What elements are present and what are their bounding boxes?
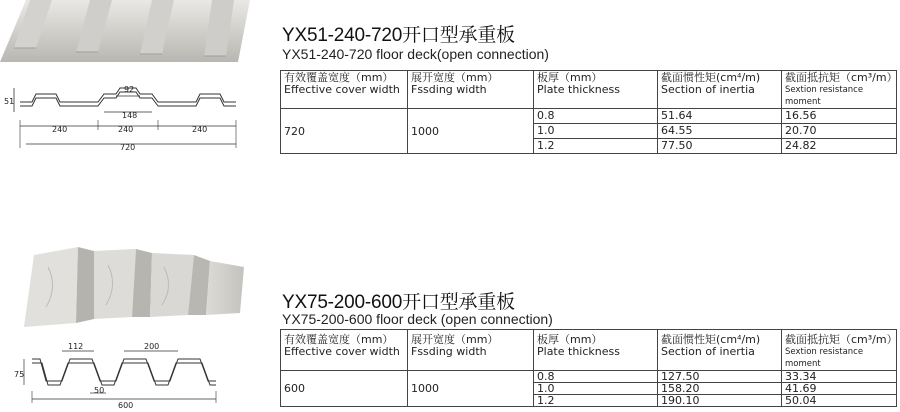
cell-thickness: 1.2 <box>534 395 658 407</box>
header-plate-thickness: 板厚（mm） Plate thickness <box>534 330 658 371</box>
cell-moment: 41.69 <box>782 383 897 395</box>
cell-inertia: 190.10 <box>658 395 782 407</box>
dim-cover: 600 <box>118 401 134 410</box>
cell-fssding-width: 1000 <box>408 371 534 407</box>
header-plate-thickness: 板厚（mm） Plate thickness <box>534 71 658 109</box>
cell-thickness: 1.2 <box>534 139 658 154</box>
header-fssding-width: 展开宽度（mm） Fssding width <box>408 330 534 371</box>
cell-inertia: 77.50 <box>658 139 782 154</box>
header-fssding-width: 展开宽度（mm） Fssding width <box>408 71 534 109</box>
cell-moment: 50.04 <box>782 395 897 407</box>
cell-fssding-width: 1000 <box>408 109 534 154</box>
cell-inertia: 51.64 <box>658 109 782 124</box>
product-title-cn: YX75-200-600开口型承重板 <box>282 292 515 313</box>
cell-moment: 20.70 <box>782 124 897 139</box>
header-cover-width: 有效覆盖宽度（mm） Effective cover width <box>281 71 408 109</box>
cell-thickness: 1.0 <box>534 383 658 395</box>
deck-photo-yx51 <box>0 0 262 62</box>
product-title-cn: YX51-240-720开口型承重板 <box>282 25 515 46</box>
cell-cover-width: 720 <box>281 109 408 154</box>
cell-moment: 33.34 <box>782 371 897 383</box>
header-cover-width: 有效覆盖宽度（mm） Effective cover width <box>281 330 408 371</box>
table-header-row <box>281 330 897 371</box>
header-resistance-moment: 截面抵抗矩（cm³/m） Sextion resistance moment <box>782 330 897 371</box>
dim-cover: 720 <box>120 143 136 152</box>
table-row <box>281 109 897 124</box>
table-row <box>281 371 897 383</box>
dim-rib-top: 92 <box>124 85 135 94</box>
dim-height: 75 <box>14 370 25 379</box>
header-section-inertia: 截面惯性矩(cm⁴/m) Section of inertia <box>658 71 782 109</box>
dim-rib-bottom: 148 <box>122 111 138 120</box>
cell-thickness: 0.8 <box>534 109 658 124</box>
deck-photo-yx75 <box>18 247 246 327</box>
cell-thickness: 1.0 <box>534 124 658 139</box>
dim-rib-top: 112 <box>68 342 84 351</box>
table-header-row <box>281 71 897 109</box>
product-title-en: YX51-240-720 floor deck(open connection) <box>282 46 549 62</box>
cell-moment: 16.56 <box>782 109 897 124</box>
dim-pitch-1: 240 <box>52 125 68 134</box>
profile-drawing-yx51 <box>0 82 262 154</box>
dim-height: 51 <box>4 97 15 106</box>
cell-moment: 24.82 <box>782 139 897 154</box>
cell-inertia: 64.55 <box>658 124 782 139</box>
cell-inertia: 158.20 <box>658 383 782 395</box>
header-section-inertia: 截面惯性矩(cm⁴/m) Section of inertia <box>658 330 782 371</box>
product-yx51 <box>0 0 900 200</box>
dim-bottom: 50 <box>94 386 105 395</box>
header-resistance-moment: 截面抵抗矩（cm³/m） Sextion resistance moment <box>782 71 897 109</box>
dim-pitch-3: 240 <box>192 125 208 134</box>
spec-table-yx51 <box>280 70 897 154</box>
cell-inertia: 127.50 <box>658 371 782 383</box>
product-title-en: YX75-200-600 floor deck (open connection) <box>282 311 553 327</box>
spec-table-yx75 <box>280 329 897 407</box>
dim-pitch: 200 <box>144 342 160 351</box>
cell-thickness: 0.8 <box>534 371 658 383</box>
product-yx75 <box>0 205 900 412</box>
dim-pitch-2: 240 <box>118 125 134 134</box>
cell-cover-width: 600 <box>281 371 408 407</box>
profile-drawing-yx75 <box>14 341 244 411</box>
